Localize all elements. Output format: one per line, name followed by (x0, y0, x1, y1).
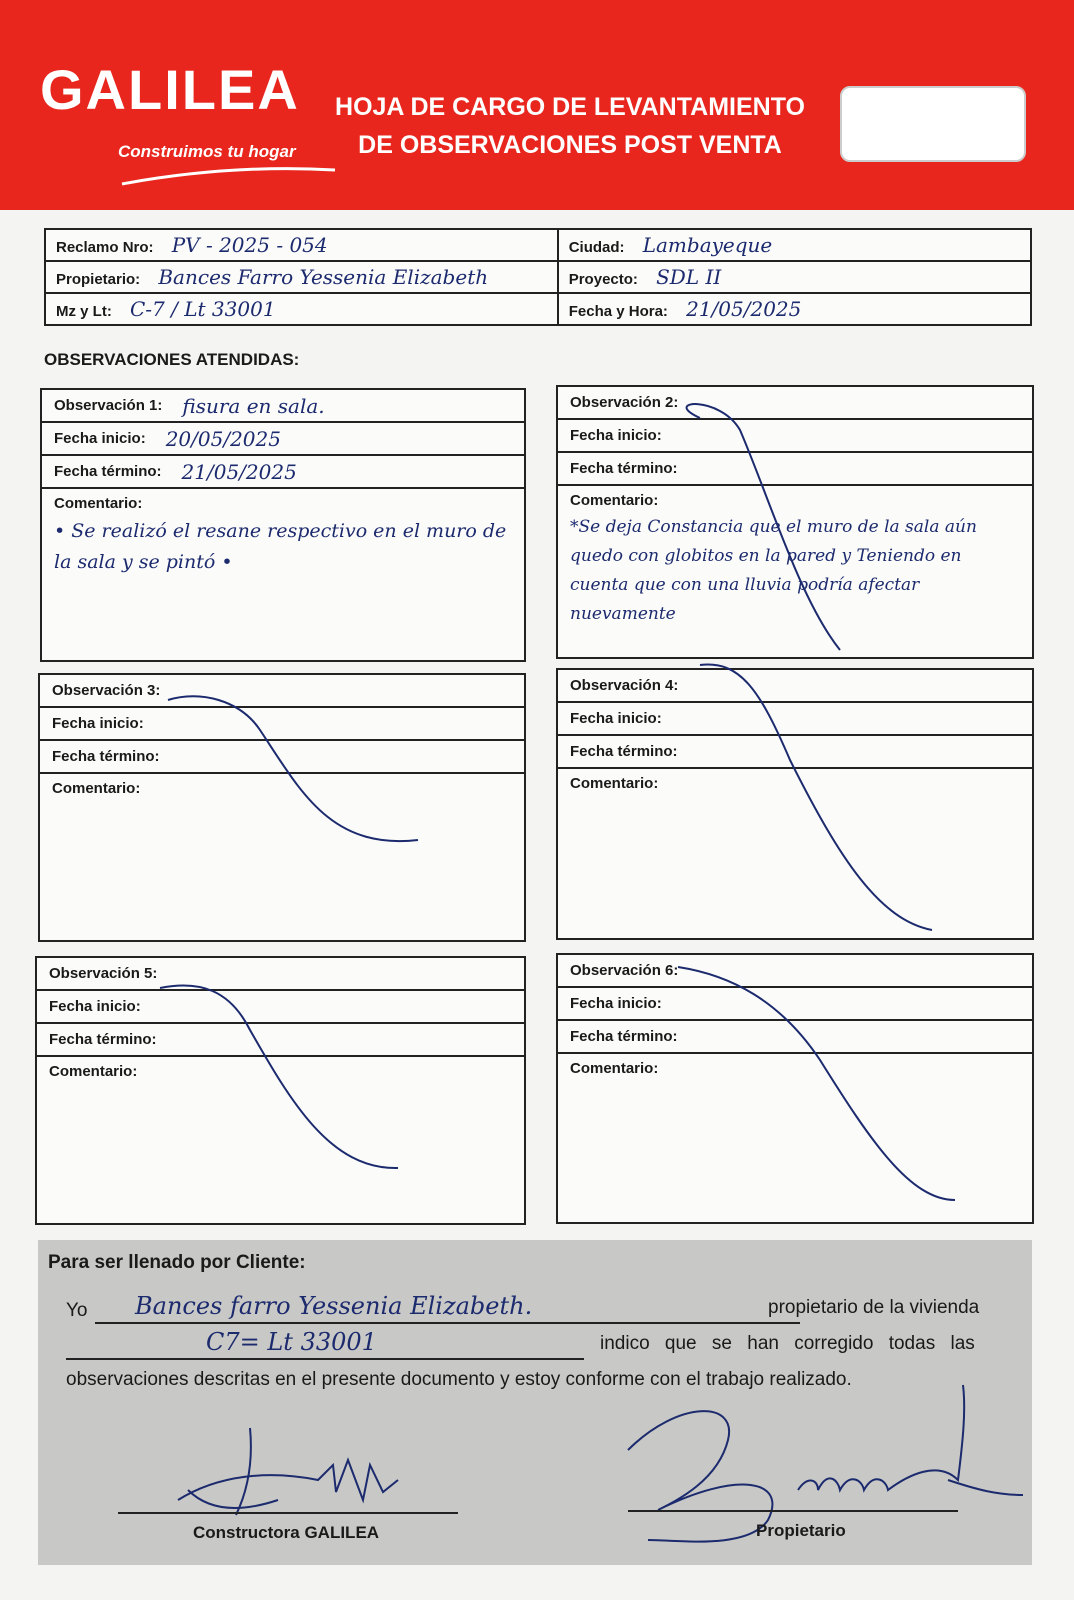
observation-box-1 (40, 388, 526, 662)
obs-start-label: Fecha inicio: (49, 998, 141, 1015)
proyecto-value: SDL II (656, 265, 722, 289)
obs-end-row (558, 453, 1032, 486)
obs-header-row (558, 387, 1032, 420)
obs-start-row (37, 991, 524, 1024)
propietario-text: propietario de la vivienda (768, 1297, 980, 1318)
observation-box-2 (556, 385, 1034, 659)
constructora-label: Constructora GALILEA (193, 1523, 380, 1542)
obs-start-row (558, 988, 1032, 1021)
obs-end-label: Fecha término: (570, 460, 678, 477)
title-line-2: DE OBSERVACIONES POST VENTA (358, 131, 782, 159)
client-section (38, 1240, 1032, 1565)
obs-start-row (40, 708, 524, 741)
fecha-cell (558, 293, 1031, 325)
obs-header-row (37, 958, 524, 991)
owner-name-value: Bances farro Yessenia Elizabeth. (135, 1292, 533, 1320)
ciudad-cell (558, 229, 1031, 261)
obs-comment-text: • Se realizó el resane respectivo en el muro de la sala y se pintó • (54, 520, 507, 573)
document-title (330, 88, 810, 164)
obs-end-label: Fecha término: (52, 748, 160, 765)
obs-label: Observación 1: (54, 397, 163, 414)
obs-end-label: Fecha término: (570, 1028, 678, 1045)
logo-swoosh-icon (120, 162, 340, 187)
header-banner (0, 0, 1074, 210)
observation-box-6 (556, 953, 1034, 1224)
obs-end-label: Fecha término: (49, 1031, 157, 1048)
ciudad-value: Lambayeque (642, 233, 773, 257)
mzlt-value: C-7 / Lt 33001 (130, 297, 276, 321)
logo-wordmark: GALILEA (40, 58, 300, 121)
obs-header-row (42, 390, 524, 423)
obs-comment (558, 1054, 1032, 1083)
obs-label: Observación 2: (570, 394, 679, 411)
obs-start-label: Fecha inicio: (52, 715, 144, 732)
reclamo-label: Reclamo Nro: (56, 239, 154, 256)
section-title: OBSERVACIONES ATENDIDAS: (44, 350, 300, 369)
obs-comment (37, 1057, 524, 1086)
fecha-value: 21/05/2025 (686, 297, 802, 321)
propietario-label: Propietario: (56, 271, 141, 288)
owner-name-line (95, 1292, 800, 1324)
obs-start-label: Fecha inicio: (570, 995, 662, 1012)
title-line-1: HOJA DE CARGO DE LEVANTAMIENTO (335, 93, 805, 121)
obs-comment (558, 486, 1032, 635)
obs-comment (42, 489, 524, 584)
proyecto-label: Proyecto: (568, 271, 638, 288)
fecha-label: Fecha y Hora: (568, 303, 668, 320)
obs-header-row (40, 675, 524, 708)
galilea-logo (40, 58, 300, 187)
mzlt-cell (45, 293, 558, 325)
obs-comment (558, 769, 1032, 798)
obs-comment-label: Comentario: (570, 492, 659, 509)
obs-comment-text: *Se deja Constancia que el muro de la sala aún quedo con globitos en la pared y Teniendo en cuenta que con una lluvia podría afectar nuevamente (570, 517, 977, 624)
logo-tagline: Construimos tu hogar (118, 142, 296, 161)
client-section-title: Para ser llenado por Cliente: (48, 1252, 306, 1273)
obs-comment-label: Comentario: (570, 1060, 659, 1077)
obs-header-row (558, 670, 1032, 703)
obs-end-label: Fecha término: (54, 463, 162, 480)
closing-text: observaciones descritas en el presente documento y estoy conforme con el trabajo realizado. (66, 1369, 852, 1390)
observation-box-5 (35, 956, 526, 1225)
obs-comment-label: Comentario: (52, 780, 141, 797)
proyecto-cell (558, 261, 1031, 293)
obs-start-row (42, 423, 524, 456)
reclamo-value: PV - 2025 - 054 (171, 233, 328, 257)
lot-value: C7= Lt 33001 (206, 1328, 377, 1356)
obs-end-row (558, 1021, 1032, 1054)
obs-start-label: Fecha inicio: (570, 427, 662, 444)
obs-header-row (558, 955, 1032, 988)
yo-label: Yo (66, 1300, 88, 1321)
obs-end-row (40, 741, 524, 774)
obs-end-row (42, 456, 524, 489)
obs-end-value: 21/05/2025 (181, 459, 297, 484)
owner-signature-line (628, 1510, 958, 1512)
obs-label: Observación 4: (570, 677, 679, 694)
obs-start-label: Fecha inicio: (570, 710, 662, 727)
obs-comment-label: Comentario: (49, 1063, 138, 1080)
obs-start-value: 20/05/2025 (165, 426, 281, 451)
ciudad-label: Ciudad: (568, 239, 625, 256)
observation-box-4 (556, 668, 1034, 940)
observation-box-3 (38, 673, 526, 942)
obs-label: Observación 6: (570, 962, 679, 979)
obs-end-row (558, 736, 1032, 769)
indico-text: indico que se han corregido todas las (600, 1333, 975, 1354)
obs-label: Observación 5: (49, 965, 158, 982)
obs-comment-label: Comentario: (54, 495, 143, 512)
claim-info-table (44, 228, 1032, 326)
obs-end-label: Fecha término: (570, 743, 678, 760)
obs-comment-label: Comentario: (570, 775, 659, 792)
reclamo-cell (45, 229, 558, 261)
constructora-signature-line (118, 1512, 458, 1514)
propietario-value: Bances Farro Yessenia Elizabeth (158, 265, 489, 289)
mzlt-label: Mz y Lt: (56, 303, 112, 320)
obs-value: fisura en sala. (182, 393, 325, 418)
lot-line (66, 1328, 584, 1360)
obs-comment (40, 774, 524, 803)
propietario-signature-label: Propietario (756, 1521, 846, 1540)
propietario-cell (45, 261, 558, 293)
obs-start-label: Fecha inicio: (54, 430, 146, 447)
obs-label: Observación 3: (52, 682, 161, 699)
obs-end-row (37, 1024, 524, 1057)
document-code-box (840, 86, 1026, 162)
obs-start-row (558, 420, 1032, 453)
obs-start-row (558, 703, 1032, 736)
